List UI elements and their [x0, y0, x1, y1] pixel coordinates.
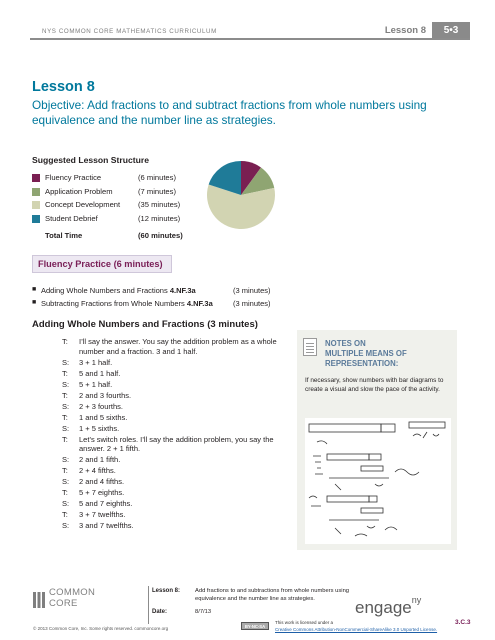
dialogue-line — [62, 455, 292, 465]
bullet-icon: ■ — [32, 286, 37, 293]
bullet-icon: ■ — [32, 298, 37, 306]
page-tag: 3.C.3 — [455, 619, 471, 626]
speaker: S: — [62, 499, 70, 509]
dialogue-line — [62, 477, 292, 487]
speaker: S: — [62, 455, 70, 465]
dialogue-text: 2 and 3 fourths. — [79, 390, 132, 400]
lesson-title: Lesson 8 — [32, 79, 95, 95]
notes-heading: NOTES ON MULTIPLE MEANS OF REPRESENTATION: — [325, 339, 407, 368]
dialogue-text: 2 and 1 fifth. — [79, 455, 121, 465]
header-rule — [30, 38, 470, 40]
structure-row — [32, 172, 212, 186]
speaker: S: — [62, 423, 70, 433]
speaker: S: — [62, 401, 70, 411]
speaker: S: — [62, 379, 70, 389]
fluency-section-box — [32, 255, 172, 273]
grade-module-badge: 5•3 — [432, 22, 470, 40]
structure-label: Student Debrief — [45, 213, 98, 223]
dialogue-line — [62, 337, 292, 357]
curriculum-label: NYS COMMON CORE MATHEMATICS CURRICULUM — [42, 28, 217, 35]
common-core-logo-text: COMMON CORE — [49, 587, 96, 609]
dialogue-text: 3 + 7 twelfths. — [79, 510, 126, 520]
dialogue-line — [62, 510, 292, 520]
common-core-logo-icon — [33, 592, 45, 608]
dialogue-text: 3 + 1 half. — [79, 357, 113, 367]
page-header — [30, 22, 470, 42]
creative-commons-badge: BY-NC-SA — [241, 622, 269, 630]
lesson-structure-pie-chart — [206, 160, 276, 230]
structure-row — [32, 186, 212, 200]
dialogue — [62, 337, 292, 532]
speaker: T: — [62, 510, 68, 520]
license-text: This work is licensed under a — [275, 620, 334, 625]
dialogue-line — [62, 358, 292, 368]
dialogue-text: I’ll say the answer. You say the addition problem as a whole number and a fraction. 3 and 1 half. — [79, 337, 277, 356]
speaker: S: — [62, 357, 70, 367]
bullet-time: (3 minutes) — [233, 286, 271, 295]
dialogue-text: 5 and 7 eighths. — [79, 499, 133, 509]
dialogue-line — [62, 380, 292, 390]
swatch-application — [32, 188, 40, 196]
dialogue-text: 2 and 4 fifths. — [79, 477, 125, 487]
structure-label: Fluency Practice — [45, 173, 102, 182]
license-link[interactable]: Creative Commons Attribution-NonCommercial-ShareAlike 3.0 Unported License. — [275, 627, 438, 632]
dialogue-text: Let’s switch roles. I’ll say the addition problem, you say the answer. 2 + 1 fifth. — [79, 434, 274, 454]
dialogue-line — [62, 391, 292, 401]
structure-time: (35 minutes) — [138, 200, 181, 209]
dialogue-text: 2 + 4 fifths. — [79, 466, 116, 476]
structure-time: (12 minutes) — [138, 213, 181, 223]
speaker: T: — [62, 466, 68, 476]
dialogue-text: 2 + 3 fourths. — [79, 401, 123, 411]
bullet-text: Subtracting Fractions from Whole Numbers 4.NF.3a — [41, 298, 213, 308]
engageny-logo: engage$^{ny}$ — [355, 595, 422, 617]
bullet-text: Adding Whole Numbers and Fractions 4.NF.3a — [41, 286, 196, 295]
footer-date: 8/7/13 — [195, 609, 212, 615]
structure-time: (6 minutes) — [138, 173, 176, 182]
bar-diagram-sketch-image — [305, 418, 451, 544]
dialogue-text: 1 and 5 sixths. — [79, 412, 128, 422]
speaker: T: — [62, 390, 68, 400]
dialogue-text: 5 + 7 eighths. — [79, 488, 125, 498]
swatch-debrief — [32, 215, 40, 223]
structure-row — [32, 199, 212, 213]
total-label: Total Time — [45, 231, 83, 240]
total-row — [32, 230, 212, 243]
footer-date-label: Date: — [152, 609, 168, 615]
dialogue-line — [62, 466, 292, 476]
total-time: (60 minutes) — [138, 231, 183, 240]
dialogue-line — [62, 402, 292, 412]
speaker: T: — [62, 488, 68, 498]
speaker: S: — [62, 477, 70, 487]
structure-label: Concept Development — [45, 200, 121, 209]
structure-label: Application Problem — [45, 186, 113, 196]
copyright: © 2013 Common Core, Inc. Some rights reserved. commoncore.org — [33, 626, 169, 631]
footer-lesson-description: Add fractions to and subtractions from whole numbers using equivalence and the number line as strategies. — [195, 588, 350, 602]
objective: Objective: Add fractions to and subtract fractions from whole numbers using equivalence and the number line as strategies. — [32, 98, 427, 127]
fluency-bullet-list — [32, 286, 312, 311]
speaker: T: — [62, 412, 68, 422]
dialogue-line — [62, 424, 292, 434]
bullet-time: (3 minutes) — [233, 298, 271, 308]
page-footer — [0, 576, 495, 640]
speaker: T: — [62, 337, 68, 346]
footer-divider — [148, 586, 149, 624]
dialogue-line — [62, 488, 292, 498]
structure-title: Suggested Lesson Structure — [32, 155, 149, 165]
swatch-fluency — [32, 174, 40, 182]
header-lesson: Lesson 8 — [384, 25, 426, 36]
notes-document-icon — [303, 338, 317, 356]
fluency-title: Fluency Practice (6 minutes) — [38, 259, 163, 269]
structure-table — [32, 172, 212, 243]
dialogue-line — [62, 521, 292, 531]
section-title: Adding Whole Numbers and Fractions (3 minutes) — [32, 319, 258, 330]
swatch-concept — [32, 201, 40, 209]
notes-sidebar — [297, 330, 457, 550]
dialogue-text: 5 and 1 half. — [79, 368, 121, 378]
dialogue-line — [62, 435, 292, 455]
speaker: S: — [62, 521, 70, 531]
list-item — [32, 299, 312, 312]
dialogue-text: 5 + 1 half. — [79, 379, 113, 389]
speaker: T: — [62, 368, 68, 378]
list-item — [32, 286, 312, 299]
structure-time: (7 minutes) — [138, 186, 176, 196]
footer-lesson-label: Lesson 8: — [152, 588, 181, 594]
structure-row — [32, 213, 212, 227]
dialogue-line — [62, 369, 292, 379]
dialogue-text: 1 + 5 sixths. — [79, 423, 120, 433]
speaker: T: — [62, 434, 68, 444]
notes-body: If necessary, show numbers with bar diagrams to create a visual and slow the pace of the activity. — [305, 377, 444, 393]
dialogue-line — [62, 413, 292, 423]
dialogue-line — [62, 499, 292, 509]
dialogue-text: 3 and 7 twelfths. — [79, 521, 134, 531]
